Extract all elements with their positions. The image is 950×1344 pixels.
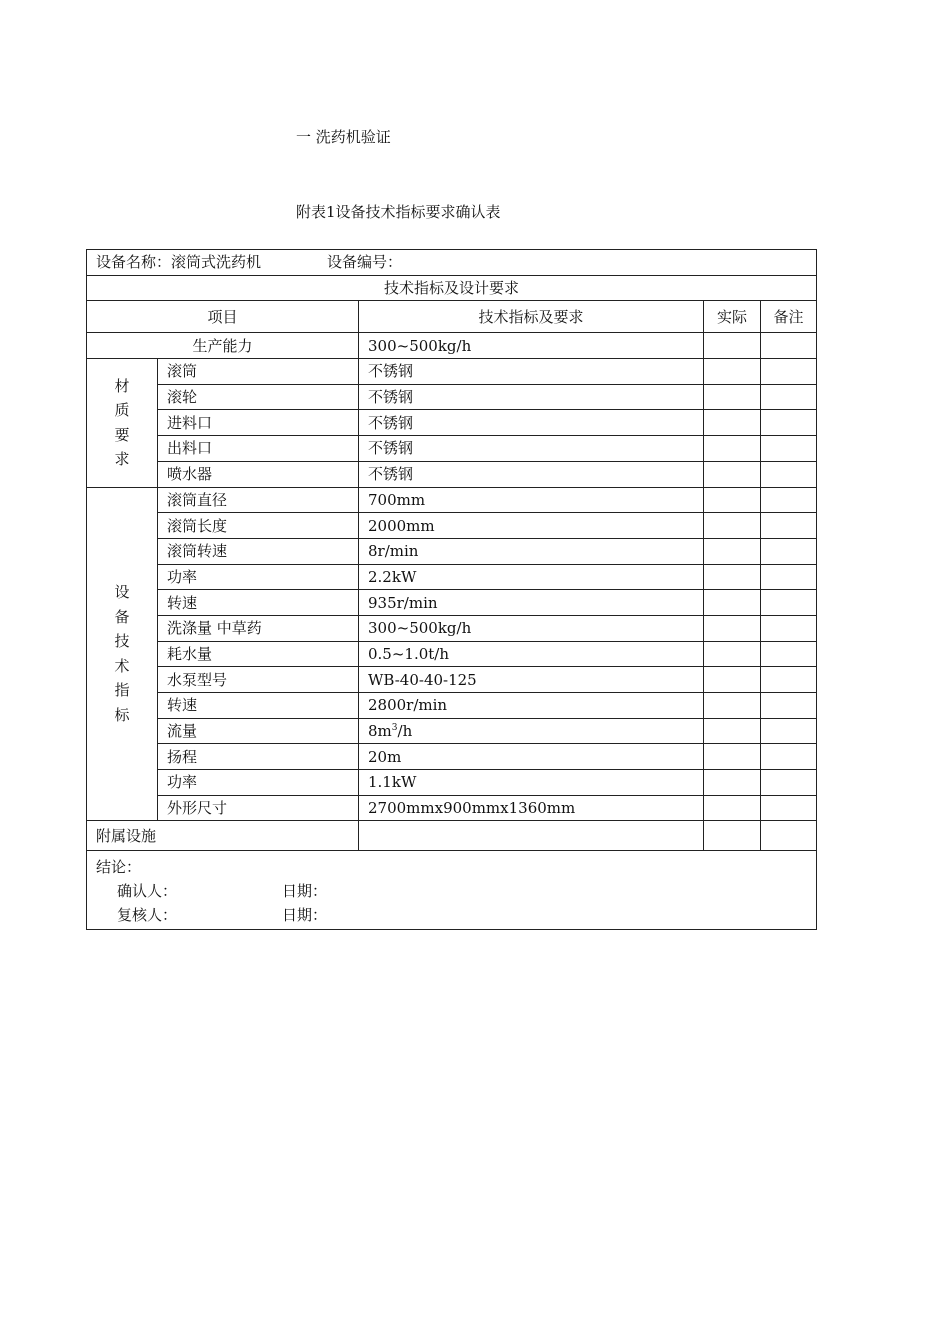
row-value (359, 564, 704, 590)
actual-cell (704, 615, 761, 641)
row-name: 进料口 (158, 410, 359, 436)
col-header-actual: 实际 (704, 301, 761, 333)
row-name: 滚筒转速 (158, 538, 359, 564)
equipment-name-label: 设备名称： (96, 253, 172, 272)
remark-cell (761, 384, 817, 410)
actual-cell (704, 487, 761, 513)
remark-cell (761, 718, 817, 744)
remark-cell (761, 795, 817, 821)
remark-cell (761, 487, 817, 513)
table-row (87, 564, 817, 590)
equipment-number-label: 设备编号： (327, 253, 403, 272)
row-value-text: 8m (368, 722, 392, 741)
capacity-value: 300~500kg/h (359, 333, 704, 359)
remark-cell (761, 564, 817, 590)
remark-cell (761, 461, 817, 487)
row-value (359, 615, 704, 641)
table-title: 附表1设备技术指标要求确认表 (296, 203, 501, 221)
reviewer-line (96, 903, 816, 927)
table-row (87, 487, 817, 513)
actual-cell (704, 564, 761, 590)
actual-cell (704, 410, 761, 436)
row-value (359, 770, 704, 796)
row-value (359, 538, 704, 564)
row-name: 功率 (158, 770, 359, 796)
row-name: 扬程 (158, 744, 359, 770)
capacity-label: 生产能力 (87, 333, 359, 359)
remark-cell (761, 538, 817, 564)
remark-cell (761, 821, 817, 851)
table-row (87, 744, 817, 770)
row-name: 功率 (158, 564, 359, 590)
actual-cell (704, 821, 761, 851)
row-value (359, 693, 704, 719)
table-row (87, 333, 817, 359)
row-name: 外形尺寸 (158, 795, 359, 821)
actual-cell (704, 513, 761, 539)
actual-cell (704, 436, 761, 462)
actual-cell (704, 795, 761, 821)
col-header-item: 项目 (87, 301, 359, 333)
remark-cell (761, 590, 817, 616)
equipment-name: 滚筒式洗药机 (171, 253, 262, 272)
row-value-text: 不锈钢 (368, 413, 414, 432)
row-value-text: 不锈钢 (368, 439, 414, 458)
confirmer-label: 确认人： (117, 882, 178, 901)
row-value (359, 641, 704, 667)
reviewer-date-label: 日期： (282, 906, 328, 925)
remark-cell (761, 641, 817, 667)
row-value-text: 2000mm (368, 516, 435, 535)
row-value-text: 不锈钢 (368, 362, 414, 381)
remark-cell (761, 333, 817, 359)
row-value-text: 935r/min (368, 593, 438, 612)
row-value (359, 410, 704, 436)
row-value-text: 2800r/min (368, 696, 448, 715)
row-value-suffix: /h (397, 722, 413, 741)
actual-cell (704, 718, 761, 744)
equipment-info-cell (87, 250, 817, 276)
actual-cell (704, 693, 761, 719)
actual-cell (704, 359, 761, 385)
table-row (87, 410, 817, 436)
actual-cell (704, 770, 761, 796)
row-value-text: 不锈钢 (368, 465, 414, 484)
row-value (359, 590, 704, 616)
table-row (87, 461, 817, 487)
remark-cell (761, 770, 817, 796)
table-row (87, 718, 817, 744)
row-value-text: 8r/min (368, 542, 419, 561)
row-name: 洗涤量 中草药 (158, 615, 359, 641)
row-value-text: 0.5~1.0t/h (368, 644, 450, 663)
row-value-text: 300~500kg/h (368, 619, 472, 638)
row-value (359, 667, 704, 693)
row-value-text: 20m (368, 747, 402, 766)
row-value (359, 359, 704, 385)
section-header: 技术指标及设计要求 (87, 275, 817, 301)
col-header-remark: 备注 (761, 301, 817, 333)
row-name: 转速 (158, 693, 359, 719)
table-row (87, 538, 817, 564)
spec-table (86, 249, 817, 930)
material-group-label (87, 359, 158, 487)
row-name: 滚筒直径 (158, 487, 359, 513)
row-value (359, 487, 704, 513)
row-value-text: 700mm (368, 490, 426, 509)
remark-cell (761, 513, 817, 539)
actual-cell (704, 744, 761, 770)
row-value-text: 1.1kW (368, 773, 417, 792)
accessories-label: 附属设施 (87, 821, 359, 851)
table-row (87, 641, 817, 667)
row-value (359, 384, 704, 410)
actual-cell (704, 667, 761, 693)
row-name: 滚筒 (158, 359, 359, 385)
row-name: 滚轮 (158, 384, 359, 410)
actual-cell (704, 590, 761, 616)
actual-cell (704, 461, 761, 487)
table-row (87, 795, 817, 821)
row-name: 水泵型号 (158, 667, 359, 693)
row-name: 转速 (158, 590, 359, 616)
row-name: 滚筒长度 (158, 513, 359, 539)
confirmer-date-label: 日期： (282, 882, 328, 901)
row-value (359, 461, 704, 487)
row-value (359, 795, 704, 821)
row-value (359, 718, 704, 744)
row-value-text: 2.2kW (368, 567, 417, 586)
confirmer-line (96, 879, 816, 903)
table-row (87, 667, 817, 693)
conclusion-cell (87, 851, 817, 930)
row-value-sup: 3 (391, 723, 398, 734)
row-name: 耗水量 (158, 641, 359, 667)
table-row (87, 359, 817, 385)
material-group-label-text: 材质要求 (114, 376, 130, 469)
table-row (87, 693, 817, 719)
table-row (87, 436, 817, 462)
row-name: 出料口 (158, 436, 359, 462)
section-heading: 一 洗药机验证 (296, 128, 391, 146)
row-value-text: 不锈钢 (368, 388, 414, 407)
row-value (359, 513, 704, 539)
table-row (87, 770, 817, 796)
actual-cell (704, 333, 761, 359)
table-row (87, 384, 817, 410)
conclusion-row (87, 851, 817, 930)
accessories-value (359, 821, 704, 851)
row-value-text: WB-40-40-125 (368, 670, 477, 689)
table-row (87, 590, 817, 616)
tech-group-label-text: 设备技术指标 (114, 583, 130, 724)
remark-cell (761, 744, 817, 770)
conclusion-label: 结论： (96, 858, 142, 877)
actual-cell (704, 641, 761, 667)
col-header-spec: 技术指标及要求 (359, 301, 704, 333)
remark-cell (761, 410, 817, 436)
actual-cell (704, 538, 761, 564)
row-name: 流量 (158, 718, 359, 744)
row-value (359, 436, 704, 462)
row-name: 喷水器 (158, 461, 359, 487)
row-value-text: 2700mmx900mmx1360mm (368, 799, 576, 818)
row-value (359, 744, 704, 770)
reviewer-label: 复核人： (117, 906, 178, 925)
actual-cell (704, 384, 761, 410)
table-row (87, 513, 817, 539)
remark-cell (761, 693, 817, 719)
remark-cell (761, 359, 817, 385)
remark-cell (761, 615, 817, 641)
remark-cell (761, 436, 817, 462)
table-row (87, 615, 817, 641)
table-row (87, 821, 817, 851)
tech-group-label (87, 487, 158, 821)
remark-cell (761, 667, 817, 693)
